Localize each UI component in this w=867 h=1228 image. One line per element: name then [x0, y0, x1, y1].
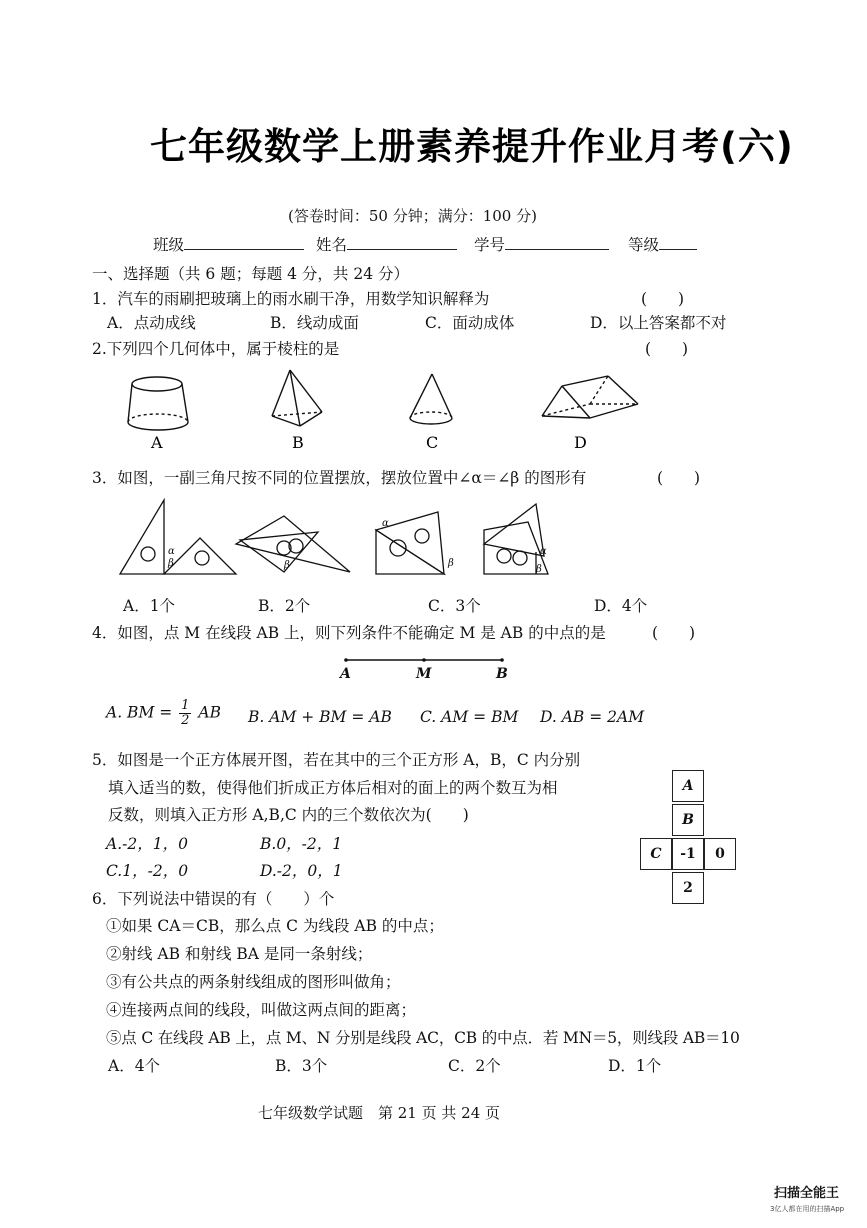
q4-point-a: A [340, 666, 351, 682]
q4-option-a-numerator: 1 [181, 698, 190, 713]
field-class-label: 班级 [153, 236, 185, 254]
q3-set-squares-figure [118, 496, 578, 582]
q4-option-a-fraction [179, 699, 191, 728]
q2-answer-paren[interactable]: ( ) [645, 340, 689, 358]
q5-stem-line-2: 填入适当的数，使得他们折成正方体后相对的面上的两个数互为相 [108, 779, 558, 797]
q5-option-c[interactable]: C.1，-2，0 [106, 862, 189, 880]
q3-fig3-alpha: α [382, 518, 389, 529]
net-cell-c: C [640, 838, 672, 870]
field-name [316, 233, 457, 255]
q3-stem: 3．如图，一副三角尺按不同的位置摆放，摆放位置中∠α＝∠β 的图形有 [92, 469, 587, 487]
q4-option-c[interactable]: C. AM = BM [420, 708, 519, 726]
net-cell-a: A [672, 770, 704, 802]
q5-stem-line-3: 反数，则填入正方形 A,B,C 内的三个数依次为( ) [108, 806, 469, 824]
q3-option-b[interactable]: B．2个 [258, 597, 311, 615]
field-class-blank[interactable] [184, 235, 304, 250]
q3-fig4-alpha: α [540, 546, 547, 557]
q2-label-c: C [426, 433, 439, 452]
q5-stem-line-1: 5．如图是一个正方体展开图，若在其中的三个正方形 A，B，C 内分别 [92, 751, 581, 769]
net-cell-two: 2 [672, 872, 704, 904]
q1-option-c[interactable]: C．面动成体 [425, 314, 515, 332]
q1-answer-paren[interactable]: ( ) [641, 290, 685, 308]
solid-frustum [128, 377, 188, 430]
q1-option-d[interactable]: D．以上答案都不对 [590, 314, 727, 332]
net-cell-b: B [672, 804, 704, 836]
q4-option-a-pre: A. BM = [106, 703, 173, 722]
q3-fig3-beta: β [448, 558, 454, 569]
q3-fig1-beta: β [168, 558, 174, 569]
q4-point-b: B [496, 666, 508, 682]
q6-option-a[interactable]: A．4个 [108, 1057, 161, 1075]
q3-option-a[interactable]: A．1个 [123, 597, 176, 615]
field-class [153, 233, 304, 255]
q1-option-a[interactable]: A．点动成线 [107, 314, 196, 332]
field-name-label: 姓名 [316, 236, 348, 254]
field-grade-blank[interactable] [659, 235, 697, 250]
q3-option-d[interactable]: D．4个 [594, 597, 648, 615]
q1-stem: 1．汽车的雨刷把玻璃上的雨水刷干净，用数学知识解释为 [92, 290, 490, 308]
q2-label-b: B [292, 433, 304, 452]
field-id-label: 学号 [474, 236, 506, 254]
net-cell-minus-one: -1 [672, 838, 704, 870]
q4-option-a-denominator: 2 [181, 713, 190, 728]
q2-label-d: D [574, 433, 587, 452]
q3-fig2-beta: β [284, 560, 290, 571]
q4-stem: 4．如图，点 M 在线段 AB 上，则下列条件不能确定 M 是 AB 的中点的是 [92, 624, 606, 642]
q6-statement-5: ⑤点 C 在线段 AB 上，点 M、N 分别是线段 AC，CB 的中点．若 MN＝5，则线段 AB＝10 [106, 1029, 740, 1047]
q4-option-a-post: AB [198, 703, 221, 722]
exam-info: (答卷时间：50 分钟；满分：100 分) [288, 207, 537, 225]
field-grade-label: 等级 [628, 236, 660, 254]
q3-option-c[interactable]: C．3个 [428, 597, 481, 615]
q6-statement-4: ④连接两点间的线段，叫做这两点间的距离； [106, 1001, 417, 1019]
q3-answer-paren[interactable]: ( ) [657, 469, 701, 487]
q4-segment-figure [330, 650, 520, 686]
q5-option-b[interactable]: B.0，-2，1 [260, 835, 343, 853]
page-title: 七年级数学上册素养提升作业月考(六) [150, 125, 794, 168]
q3-fig4-beta: β [536, 564, 542, 575]
q6-statement-2: ②射线 AB 和射线 BA 是同一条射线； [106, 945, 373, 963]
q5-cube-net [640, 770, 740, 910]
q5-option-d[interactable]: D.-2，0，1 [260, 862, 343, 880]
q2-solids-figure [100, 362, 660, 454]
solid-prism [542, 376, 638, 418]
field-grade [628, 233, 697, 255]
q4-answer-paren[interactable]: ( ) [652, 624, 696, 642]
field-id-blank[interactable] [505, 235, 609, 250]
section-heading: 一、选择题（共 6 题；每题 4 分，共 24 分） [92, 265, 410, 283]
q4-option-b[interactable]: B. AM + BM = AB [248, 708, 392, 726]
q6-option-b[interactable]: B．3个 [275, 1057, 328, 1075]
q3-fig1-alpha: α [168, 546, 175, 557]
field-name-blank[interactable] [347, 235, 457, 250]
q4-option-d[interactable]: D. AB = 2AM [540, 708, 645, 726]
q4-option-a[interactable] [106, 699, 221, 728]
page-footer: 七年级数学试题 第 21 页 共 24 页 [258, 1104, 501, 1122]
scanner-brand: 扫描全能王 [774, 1186, 840, 1201]
field-id [474, 233, 609, 255]
q1-option-b[interactable]: B．线动成面 [270, 314, 359, 332]
q6-statement-3: ③有公共点的两条射线组成的图形叫做角； [106, 973, 401, 991]
q6-option-d[interactable]: D．1个 [608, 1057, 662, 1075]
q2-stem: 2.下列四个几何体中，属于棱柱的是 [92, 340, 340, 358]
scanner-tagline: 3亿人都在用的扫描App [770, 1205, 845, 1213]
q4-point-m: M [416, 666, 432, 682]
solid-pyramid [272, 370, 322, 426]
q6-option-c[interactable]: C．2个 [448, 1057, 501, 1075]
q2-label-a: A [151, 433, 163, 452]
net-cell-zero: 0 [704, 838, 736, 870]
q5-option-a[interactable]: A.-2，1，0 [106, 835, 188, 853]
solid-cone [410, 374, 452, 424]
q6-statement-1: ①如果 CA＝CB，那么点 C 为线段 AB 的中点； [106, 917, 444, 935]
q6-stem: 6．下列说法中错误的有（ ）个 [92, 890, 335, 908]
